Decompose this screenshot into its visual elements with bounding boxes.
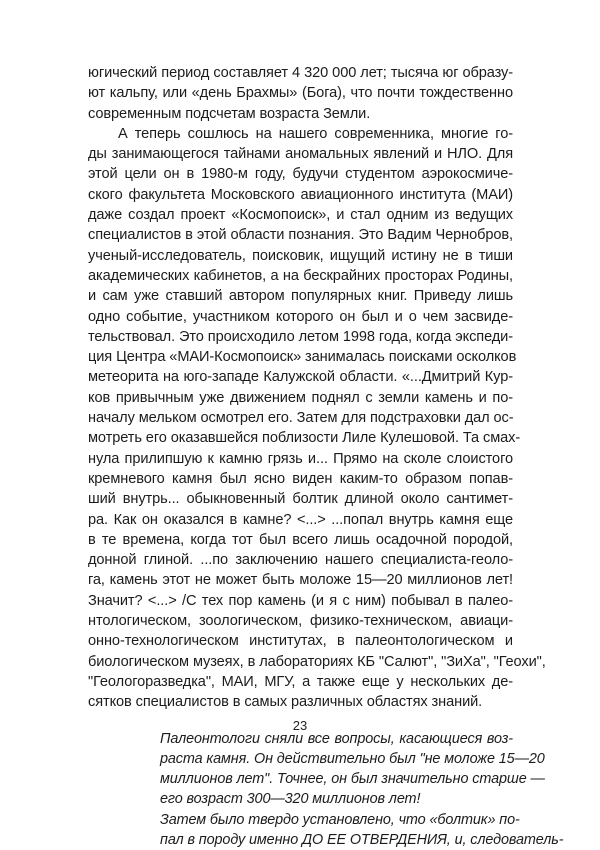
text-line: ют кальпу, или «день Брахмы» (Бога), что почти тождественно (88, 83, 513, 103)
text-line: ученый-исследователь, поисковик, ищущий истину не в тиши (88, 246, 513, 266)
page-number: 23 (0, 718, 600, 733)
text-line: специалистов в этой области познания. Это Вадим Чернобров, (88, 225, 513, 245)
text-line: сятков специалистов в самых различных областях знаний. (88, 692, 513, 712)
text-line: ра. Как он оказался в камне? <...> ...попал внутрь камня еще (88, 510, 513, 530)
quote-line: Затем было твердо установлено, что «болтик» по- (160, 810, 513, 830)
text-line: ков привычным уже движением поднял с земли камень и по- (88, 388, 513, 408)
text-line: донной глиной. ...по заключению нашего специалиста-геоло- (88, 550, 513, 570)
text-line: нула прилипшую к камню грязь и... Прямо на сколе слоистого (88, 449, 513, 469)
main-text (88, 63, 513, 713)
quote-line: Палеонтологи сняли все вопросы, касающиеся воз- (160, 729, 513, 749)
quote-block (88, 729, 513, 850)
text-line: ший внутрь... обыкновенный болтик длиной около сантимет- (88, 489, 513, 509)
text-line: ского факультета Московского авиационного института (МАИ) (88, 185, 513, 205)
text-line: онно-технологическом институтах, в палеонтологическом и (88, 631, 513, 651)
text-line: кремневого камня был ясно виден каким-то образом попав- (88, 469, 513, 489)
text-line: Значит? <...> /С тех пор камень (и я с ним) побывал в палео- (88, 591, 513, 611)
text-line: тельствовал. Это происходило летом 1998 года, когда экспеди- (88, 327, 513, 347)
text-line: началу мельком осмотрел его. Затем для подстраховки дал ос- (88, 408, 513, 428)
text-line: даже создал проект «Космопоиск», и стал одним из ведущих (88, 205, 513, 225)
text-line: академических кабинетов, а на бескрайних просторах Родины, (88, 266, 513, 286)
text-line: этой цели он в 1980-м году, будучи студентом аэрокосмиче- (88, 164, 513, 184)
text-line: А теперь сошлюсь на нашего современника, многие го- (88, 124, 513, 144)
text-line: мотреть его оказавшейся поблизости Лиле Кулешовой. Та смах- (88, 428, 513, 448)
text-line: биологическом музеях, в лабораториях КБ "Салют", "ЗиХа", "Геохи", (88, 652, 513, 672)
text-line: метеорита на юго-западе Калужской области. «...Дмитрий Кур- (88, 367, 513, 387)
quote-line: пал в породу именно ДО ЕЕ ОТВЕРДЕНИЯ, и, следователь- (160, 830, 513, 850)
quote-line: миллионов лет". Точнее, он был значительно старше — (160, 769, 513, 789)
quote-line: его возраст 300—320 миллионов лет! (160, 789, 513, 809)
text-line: ция Центра «МАИ-Космопоиск» занималась поисками осколков (88, 347, 513, 367)
text-line: "Геологоразведка", МАИ, МГУ, а также еще у нескольких де- (88, 672, 513, 692)
text-line: нтологическом, зоологическом, физико-техническом, авиаци- (88, 611, 513, 631)
text-line: югический период составляет 4 320 000 лет; тысяча юг образу- (88, 63, 513, 83)
quote-line: раста камня. Он действительно был "не моложе 15—20 (160, 749, 513, 769)
text-line: в те времена, когда тот был всего лишь осадочной породой, (88, 530, 513, 550)
text-line: ды занимающегося тайнами аномальных явлений и НЛО. Для (88, 144, 513, 164)
text-line: га, камень этот не может быть моложе 15—20 миллионов лет! (88, 570, 513, 590)
text-line: одно событие, участником которого он был и о чем засвиде- (88, 307, 513, 327)
text-line: и сам уже ставший автором популярных книг. Приведу лишь (88, 286, 513, 306)
text-line: современным подсчетам возраста Земли. (88, 104, 513, 124)
